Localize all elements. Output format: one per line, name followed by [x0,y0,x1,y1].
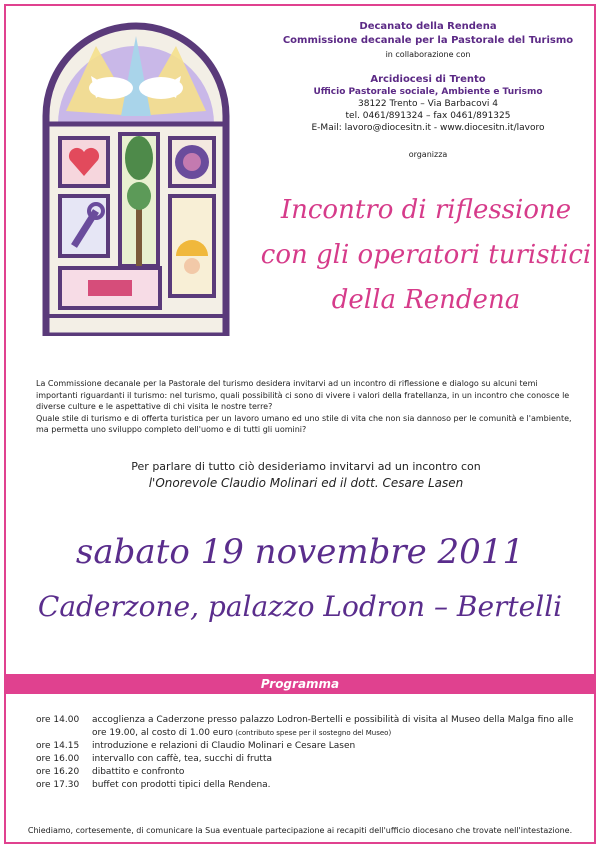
collaboration-note: in collaborazione con [385,50,471,59]
intro-text-1: La Commissione decanale per la Pastorale del turismo desidera invitarvi ad un incontro di riflessione e dialogo su alcuni temi importanti riguardanti il turismo: nel turismo, quali possibilità ci sono di vivere i valori della fratellanza, in un incontro che conosce le diverse culture e le aspettative di chi visita le nostre terre? [36,379,570,411]
program-banner: Programma [6,674,594,694]
program-item [36,740,576,753]
program-time: ore 16.00 [36,754,80,764]
guest-speakers: l'Onorevole Claudio Molinari ed il dott. Cesare Lasen [148,476,464,490]
diocese-contacts: E-Mail: lavoro@diocesitn.it - www.diocesitn.it/lavoro [311,123,545,133]
flyer-page [4,4,596,844]
program-desc-text: accoglienza a Caderzone presso palazzo Lodron-Bertelli e possibilità di visita al Museo della Malga fino alle ore 19.00, al costo di 1.00 euro [92,715,574,738]
diocese-phone: tel. 0461/891324 – fax 0461/891325 [345,111,511,121]
organizer-commissione: Commissione decanale per la Pastorale del Turismo [282,35,574,46]
program-item [36,714,576,740]
event-title [246,188,596,323]
closing-note: Chiediamo, cortesemente, di comunicare la Sua eventuale partecipazione ai recapiti dell'ufficio diocesano che trovate nell'intestazione. [27,826,573,835]
program-time: ore 14.15 [36,741,80,751]
event-title-line-3: della Rendena [331,285,521,315]
program-item [36,753,576,766]
program-desc: introduzione e relazioni di Claudio Molinari e Cesare Lasen [92,741,356,751]
event-date: sabato 19 novembre 2011 [75,532,525,572]
stained-glass-window-icon [36,16,236,336]
event-title-line-2: con gli operatori turistici [260,240,592,270]
program-time: ore 16.20 [36,767,80,777]
diocese-office: Ufficio Pastorale sociale, Ambiente e Turismo [313,87,543,97]
program-time: ore 14.00 [36,715,80,725]
intro-paragraph [36,378,576,436]
diocese-address: 38122 Trento – Via Barbacovi 4 [358,99,498,109]
program-note: (contributo spese per il sostegno del Museo) [233,729,392,737]
diocese-name: Arcidiocesi di Trento [370,74,486,85]
invitation [36,458,576,492]
program-desc: intervallo con caffè, tea, succhi di frutta [92,754,272,764]
program-desc: dibattito e confronto [92,767,185,777]
program-time: ore 17.30 [36,780,80,790]
diocese-block [268,74,588,134]
organizer-block [268,20,588,62]
program-list [36,714,576,792]
program-desc: buffet con prodotti tipici della Rendena. [92,780,271,790]
organizer-decanato: Decanato della Rendena [359,21,497,32]
event-title-line-1: Incontro di riflessione [280,195,572,225]
program-item [36,779,576,792]
program-item [36,766,576,779]
organizza-label: organizza [408,150,448,159]
invitation-line: Per parlare di tutto ciò desideriamo invitarvi ad un incontro con [131,460,481,473]
intro-text-2: Quale stile di turismo e di offerta turistica per un lavoro umano ed uno stile di vita che non sia dannoso per le comunità e l'ambiente, ma permetta uno sviluppo completo dell'uomo e di tutti gli uomini? [36,413,572,434]
program-desc [92,714,576,740]
event-place: Caderzone, palazzo Lodron – Bertelli [37,590,563,623]
